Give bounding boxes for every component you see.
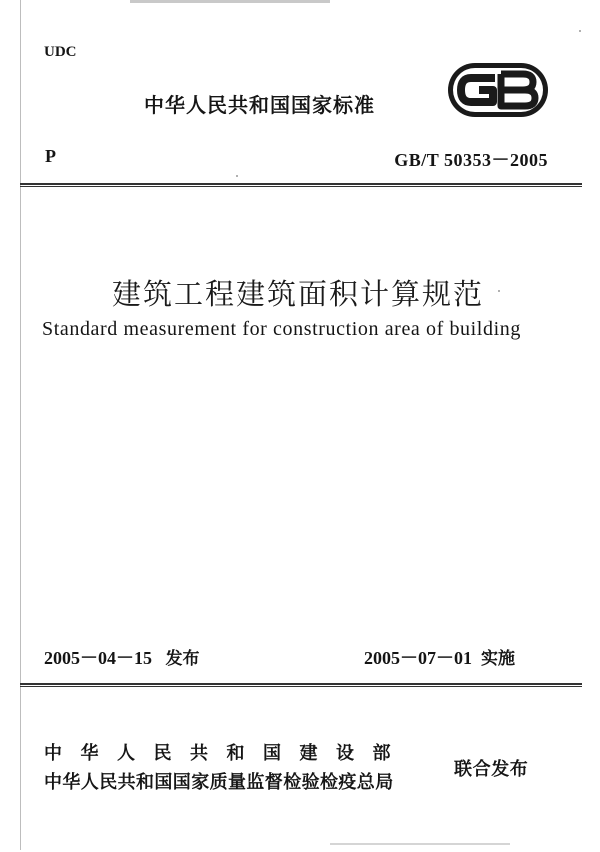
document-title-chinese: 建筑工程建筑面积计算规范: [112, 277, 485, 311]
document-title-english: Standard measurement for construction area of building: [42, 318, 521, 340]
national-standard-title: 中华人民共和国国家标准: [144, 93, 375, 117]
scan-speck: [498, 290, 500, 292]
scan-speck: [236, 175, 238, 177]
scan-artifact-top: [130, 0, 330, 9]
header-divider: [20, 183, 582, 187]
implement-label: 实施: [481, 649, 515, 669]
standard-number: GB/T 50353－2005: [394, 150, 548, 170]
joint-publish-label: 联合发布: [454, 759, 529, 780]
issue-date: 2005－04－15: [44, 648, 152, 668]
gb-logo-icon: [447, 62, 549, 118]
udc-label: UDC: [44, 44, 77, 60]
issue-date-line: [44, 644, 200, 670]
implement-date: 2005－07－01: [364, 648, 472, 668]
issuer-aqsiq: 中华人民共和国国家质量监督检验检疫总局: [44, 772, 394, 793]
scan-artifact-bottom: [330, 843, 510, 852]
footer-divider: [20, 683, 582, 687]
category-code: P: [45, 146, 56, 166]
issue-label: 发布: [165, 649, 200, 669]
scan-speck: [579, 30, 581, 32]
issuer-ministry: 中华人民共和国建设部: [44, 743, 409, 764]
page-edge: [20, 0, 21, 850]
implement-date-line: [364, 644, 515, 670]
